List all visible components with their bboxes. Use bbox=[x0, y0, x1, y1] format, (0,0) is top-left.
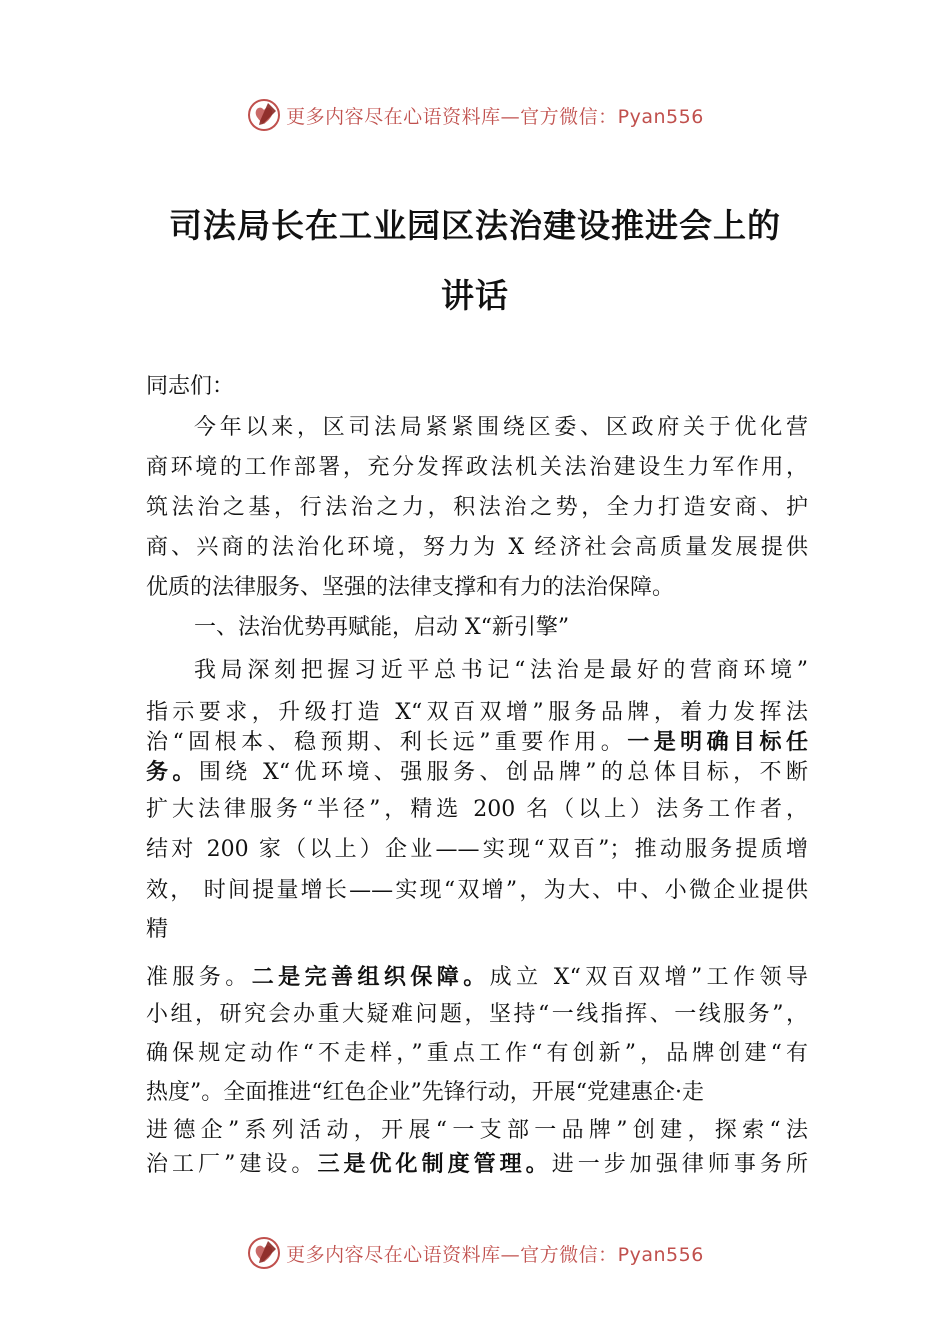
body-line: 筑法治之基，行法治之力，积法治之势，全力打造安商、护 bbox=[146, 495, 808, 520]
salutation: 同志们： bbox=[146, 374, 235, 399]
body-line: 确保规定动作“不走样，”重点工作“有创新”，品牌创建“有 bbox=[146, 1041, 808, 1066]
body-line: 结对 200 家（以上）企业——实现“双百”；推动服务提质增 bbox=[146, 837, 808, 862]
body-line: 精 bbox=[146, 917, 169, 942]
body-line: 指示要求，升级打造 X“双百双增”服务品牌，着力发挥法 bbox=[146, 700, 808, 725]
body-line: 准服务。二是完善组织保障。成立 X“双百双增”工作领导 bbox=[146, 965, 808, 990]
watermark-wechat-id: Pyan556 bbox=[617, 105, 704, 128]
body-line: 商、兴商的法治化环境，努力为 X 经济社会高质量发展提供 bbox=[146, 535, 808, 560]
bold-point-1: 一是明确目标任 bbox=[627, 730, 808, 755]
watermark-text: 更多内容尽在心语资料库—官方微信：Pyan556 bbox=[286, 1243, 704, 1266]
body-line: 治工厂”建设。三是优化制度管理。进一步加强律师事务所 bbox=[146, 1152, 808, 1177]
body-line: 优质的法律服务、坚强的法律支撑和有力的法治保障。 bbox=[146, 575, 675, 600]
bold-point-2: 二是完善组织保障。 bbox=[251, 965, 490, 990]
watermark-text: 更多内容尽在心语资料库—官方微信：Pyan556 bbox=[286, 105, 704, 128]
body-line: 我局深刻把握习近平总书记“法治是最好的营商环境” bbox=[194, 658, 808, 683]
footer-watermark bbox=[0, 1233, 950, 1273]
body-line: 务。围绕 X“优环境、强服务、创品牌”的总体目标，不断 bbox=[146, 760, 808, 785]
body-line: 效， 时间提量增长——实现“双增”，为大、中、小微企业提供 bbox=[146, 878, 808, 903]
body-line: 商环境的工作部署，充分发挥政法机关法治建设生力军作用， bbox=[146, 455, 808, 480]
body-line: 今年以来，区司法局紧紧围绕区委、区政府关于优化营 bbox=[194, 415, 808, 440]
document-title-line-2: 讲话 bbox=[441, 276, 509, 315]
body-line: 治“固根本、稳预期、利长远”重要作用。一是明确目标任 bbox=[146, 730, 808, 755]
bold-point-1-end: 务。 bbox=[146, 760, 199, 785]
body-line: 扩大法律服务“半径”，精选 200 名（以上）法务工作者， bbox=[146, 797, 808, 822]
body-line: 热度”。全面推进“红色企业”先锋行动，开展“党建惠企·走 bbox=[146, 1080, 704, 1105]
heart-pen-logo-icon bbox=[246, 97, 282, 133]
bold-point-3: 三是优化制度管理。 bbox=[317, 1152, 552, 1177]
body-line: 进德企”系列活动，开展“一支部一品牌”创建，探索“法 bbox=[146, 1118, 808, 1143]
heart-pen-logo-icon bbox=[246, 1235, 282, 1271]
section-heading-1: 一、法治优势再赋能，启动 X“新引擎” bbox=[194, 615, 570, 640]
body-line: 小组，研究会办重大疑难问题，坚持“一线指挥、一线服务”， bbox=[146, 1002, 808, 1027]
document-title-line-1: 司法局长在工业园区法治建设推进会上的 bbox=[169, 206, 781, 245]
header-watermark bbox=[0, 95, 950, 135]
watermark-wechat-id: Pyan556 bbox=[617, 1243, 704, 1266]
